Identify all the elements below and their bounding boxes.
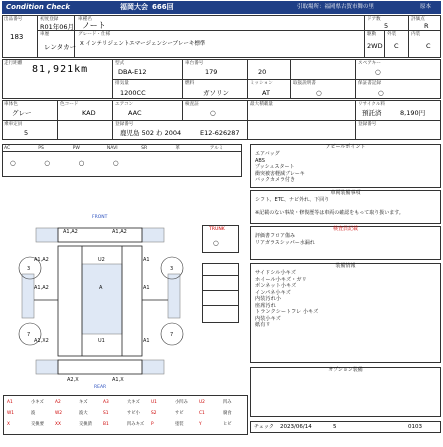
recycle-fee: 8,190円 — [400, 109, 426, 117]
drive-label: 駆動 — [367, 32, 377, 37]
fuel-label: 燃料 — [185, 81, 195, 86]
legend-cell: 腐食 — [223, 411, 232, 416]
legend-cell: キズ — [79, 400, 88, 405]
legend-cell: 凹みキズ — [127, 422, 145, 427]
legend-cell: A2 — [55, 400, 61, 405]
exterior-grade: C — [394, 42, 399, 50]
inspection-notes-title: 車両装備事項 — [330, 190, 361, 196]
part-code: A1 — [143, 338, 150, 344]
feature-col-label: 革 — [175, 146, 181, 151]
vin-plate-label: 登録番号 — [358, 122, 377, 127]
legend-cell: 塗装 — [175, 422, 184, 427]
year-type: 20 — [258, 68, 267, 76]
part-code: A1 — [143, 285, 150, 291]
model-label: 型式 — [115, 61, 125, 66]
feature-col-label: SR — [141, 146, 148, 151]
spare-key-label: スペアキー — [358, 61, 381, 66]
damage-legend — [3, 395, 248, 435]
grade-label: グレード・仕様 — [78, 32, 111, 37]
eval-point: R — [424, 22, 429, 30]
aircon: AAC — [128, 109, 142, 117]
legend-cell: 小キズ — [31, 400, 44, 405]
feature-col-value: ○ — [44, 159, 50, 167]
trunk-value: ○ — [213, 239, 219, 247]
rear-label: REAR — [94, 385, 107, 390]
check-date: 2023/06/14 — [280, 424, 312, 430]
inspector-notes — [255, 233, 315, 246]
first-reg-label: 初度登録 — [40, 17, 59, 22]
color-no: KAD — [82, 109, 96, 117]
tire-value: 3 — [27, 266, 31, 272]
part-code: A2,X — [67, 377, 79, 383]
part-code: A1,A2 — [34, 285, 49, 291]
legend-cell: A3 — [103, 400, 109, 405]
interior-grade: C — [426, 42, 431, 50]
page-mark: 原本 — [420, 4, 432, 10]
interior-label: 内装 — [411, 32, 421, 37]
side-box — [202, 263, 239, 323]
car-name: ノート — [82, 21, 106, 30]
color: グレー — [12, 109, 32, 117]
check-seq: 5 — [333, 424, 337, 430]
model: DBA-E12 — [118, 68, 147, 76]
exhibit-no: 183 — [10, 33, 24, 41]
part-code: A1,A2 — [34, 257, 49, 263]
color-no-label: 色コード — [60, 102, 79, 107]
legend-cell: S2 — [151, 411, 157, 416]
tire-value: 7 — [170, 332, 174, 338]
note-line: 内装汚れ小 — [255, 296, 281, 302]
appeal-title: アピールポイント — [325, 144, 366, 150]
manual: ○ — [316, 89, 322, 97]
appeal-list — [255, 151, 305, 184]
part-code: A — [99, 285, 103, 291]
feature-col-value: ○ — [10, 159, 16, 167]
part-code: U2 — [98, 257, 105, 263]
part-code: A1,X — [112, 377, 124, 383]
mileage-label: 走行距離 — [4, 61, 23, 66]
damage-diagram — [2, 210, 200, 393]
legend-cell: 波 — [31, 411, 36, 416]
first-reg: R01年06月 — [40, 23, 75, 31]
chassis-label: 車台番号 — [185, 61, 204, 66]
manual-label: 取扱説明書 — [293, 81, 316, 86]
legend-cell: 小凹み — [175, 400, 188, 405]
front-label: FRONT — [92, 215, 108, 220]
pickup-location: 引取場所：福岡県古賀市舞の里 — [297, 4, 375, 10]
aircon-label: エアコン — [115, 102, 134, 107]
feature-col-value: ○ — [78, 159, 85, 167]
car-name-label: 車種名 — [78, 17, 92, 22]
note-line: 評価書フロア傷み — [255, 233, 296, 239]
legend-cell: X — [7, 422, 10, 427]
legend-cell: 交換要 — [31, 422, 44, 427]
inspector-mark: チェック — [254, 424, 274, 430]
note-line: インパネ小キズ — [255, 289, 291, 296]
legend-cell: 凹み — [223, 400, 232, 405]
displacement: 1200CC — [120, 89, 146, 97]
note-line: ホイール小キズ・ガリ — [255, 276, 307, 283]
part-code: A1 — [143, 257, 150, 263]
feature-col-label: NAVI — [106, 146, 118, 151]
note-line: ボンネット小キズ — [255, 283, 297, 289]
legend-cell: 交換済 — [79, 422, 92, 427]
spare-key: ○ — [375, 68, 381, 76]
legend-cell: XX — [55, 422, 61, 427]
feature-col-label: PS — [38, 146, 44, 151]
note-line: ※記載のない事故・修復歴等は車両の確認をもって取り扱います。 — [255, 210, 404, 216]
doors-label: ドア数 — [367, 17, 381, 22]
note-line: トランクシートフレ 小キズ — [255, 309, 319, 315]
part-code: U1 — [98, 338, 105, 344]
inspection-notes — [255, 197, 404, 217]
note-line: エアバッグ — [255, 151, 280, 157]
transmission-label: ミッション — [250, 81, 273, 86]
grade: X インテリジェントエマージェンシーブレーキ標準 — [80, 41, 206, 47]
drive: 2WD — [367, 42, 383, 50]
legend-cell: 波大 — [79, 411, 88, 416]
trunk-label: TRUNK — [209, 227, 225, 232]
note-line: シフト、ETC、ナビ外れ、下回り — [255, 197, 330, 203]
legend-cell: ヒビ — [223, 422, 232, 427]
doors: 5 — [384, 22, 389, 30]
inspection-mark: ○ — [210, 109, 216, 117]
legend-cell: B1 — [103, 422, 109, 427]
legend-cell: 大キズ — [127, 400, 140, 405]
exhibit-no-label: 出品番号 — [4, 17, 23, 22]
options-title: オプション装備 — [328, 367, 363, 373]
recycle-status: 預託済 — [362, 109, 382, 117]
note-line: 衝突被害軽減ブレーキ — [255, 170, 305, 177]
options-box — [250, 367, 441, 417]
feature-col-label: PW — [72, 146, 80, 151]
legend-cell: Y — [199, 422, 202, 427]
transmission: AT — [262, 89, 270, 97]
inspection-label: 検査証 — [185, 102, 199, 107]
note-line: 紙有リ — [255, 322, 271, 328]
eval-label: 評価点 — [411, 17, 425, 22]
header-bar — [2, 1, 441, 14]
feature-col-label: AC — [4, 146, 11, 151]
feature-col-value: ○ — [112, 159, 119, 167]
exterior-label: 外装 — [387, 32, 397, 37]
note-line: 座席汚れ — [255, 302, 276, 309]
part-code: A1,A2 — [63, 229, 78, 235]
sheet-title: Condition Check — [6, 3, 70, 11]
legend-cell: A1 — [7, 400, 13, 405]
displacement-label: 排気量 — [115, 81, 129, 86]
history: レンタカー — [44, 43, 77, 51]
chassis-number: E12-626287 — [200, 129, 240, 137]
note-line: サイドシル小キズ — [255, 270, 296, 276]
seating: 5 — [24, 129, 29, 137]
color-label: 車体色 — [4, 102, 18, 107]
mileage: 81,921km — [32, 64, 89, 75]
note-line: 内装小キズ — [255, 315, 281, 322]
tire-value: 3 — [170, 266, 174, 272]
capacity-label: 最大積載量 — [250, 102, 273, 107]
legend-cell: S1 — [103, 411, 109, 416]
round: 666回 — [152, 3, 174, 11]
feature-col-label: アルミ — [209, 146, 224, 151]
legend-cell: W1 — [7, 411, 14, 416]
legend-cell: サビ — [175, 411, 184, 416]
legend-cell: U1 — [151, 400, 157, 405]
fuel: ガソリン — [203, 89, 229, 97]
inspector-title: 検査員記載 — [332, 226, 358, 232]
venue: 福岡大会 — [120, 3, 148, 11]
chassis-short: 179 — [205, 68, 218, 76]
warranty-label: 保証書記録 — [358, 81, 381, 86]
part-code: A1,A2 — [112, 229, 127, 235]
legend-cell: サビ小 — [127, 411, 140, 416]
warranty: ○ — [378, 89, 384, 97]
legend-cell: W2 — [55, 411, 62, 416]
plate-label: 登録番号 — [115, 122, 134, 127]
legend-cell: C1 — [199, 411, 205, 416]
legend-cell: P — [151, 422, 154, 427]
note-line: プッシュスタート — [255, 164, 295, 170]
note-line: バックカメラ付き — [255, 177, 296, 183]
recycle-label: リサイクル料 — [358, 102, 385, 107]
note-line: ABS — [255, 157, 265, 164]
equipment-title: 装備情報 — [335, 263, 356, 269]
note-line: リアガラスシッパー水漏れ — [255, 239, 315, 246]
tire-value: 7 — [27, 332, 31, 338]
check-ref: 0103 — [408, 424, 422, 430]
part-code: A1,X2 — [34, 338, 49, 344]
equipment-notes — [255, 270, 318, 329]
seating-label: 乗車定員 — [4, 122, 23, 127]
legend-cell: U2 — [199, 400, 205, 405]
plate-number: 鹿児島 502 わ 2004 — [120, 129, 182, 137]
history-label: 車歴 — [40, 32, 50, 37]
